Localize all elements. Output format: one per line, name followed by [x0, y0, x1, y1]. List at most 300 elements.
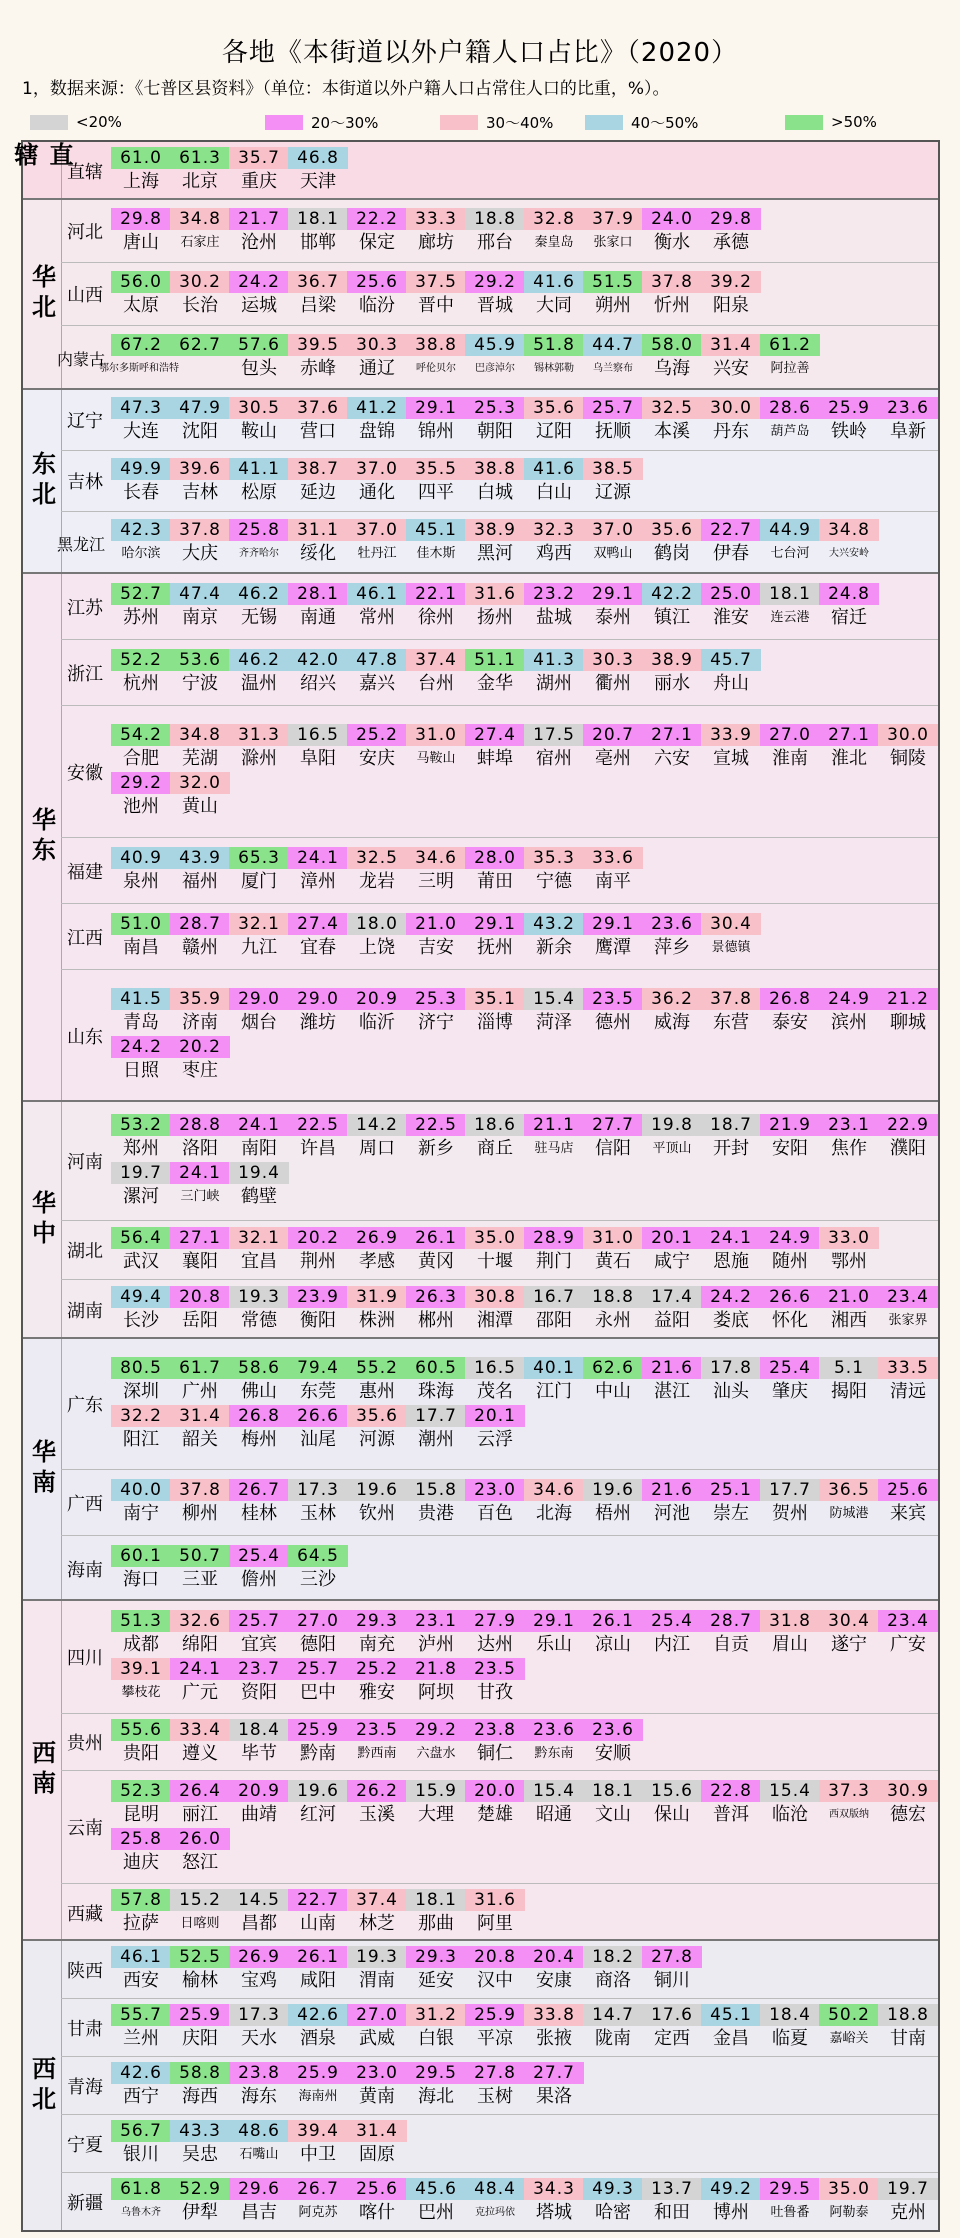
city-name: 合肥 [123, 748, 159, 769]
city-name: 大理 [418, 1804, 454, 1825]
city-cell [111, 1227, 171, 1279]
region-label: 东北 [23, 390, 62, 572]
city-value: 43.9 [170, 847, 230, 869]
city-name: 阳江 [123, 1429, 159, 1450]
legend-item [785, 112, 877, 132]
city-value: 39.6 [170, 458, 230, 480]
city-name: 商洛 [595, 1970, 631, 1991]
region-label: 华北 [23, 200, 62, 388]
city-cell [760, 583, 820, 635]
city-name: 丹东 [713, 421, 749, 442]
city-value: 33.9 [701, 724, 761, 746]
city-value: 31.0 [583, 1227, 643, 1249]
city-name: 德州 [595, 1012, 631, 1033]
province-label: 云南 [67, 1818, 103, 1839]
city-cell [347, 1610, 407, 1662]
source-note: 1，数据来源：《七普区县资料》（单位：本街道以外户籍人口占常住人口的比重，%）。 [22, 79, 670, 99]
city-name: 云浮 [477, 1429, 513, 1450]
city-value: 52.7 [111, 583, 171, 605]
city-name: 三亚 [182, 1569, 218, 1590]
city-cell [583, 1227, 643, 1279]
city-name: 乐山 [536, 1634, 572, 1655]
city-cell [170, 1780, 230, 1832]
city-cell [701, 1780, 761, 1832]
city-cell [701, 1479, 761, 1531]
city-value: 37.4 [406, 649, 466, 671]
city-name: 咸阳 [300, 1970, 336, 1991]
city-name: 宁德 [536, 871, 572, 892]
city-name: 攀枝花 [121, 1685, 161, 1700]
city-name: 嘉峪关 [829, 2031, 869, 2046]
province-label: 西藏 [67, 1903, 103, 1925]
city-value: 39.1 [111, 1658, 171, 1680]
city-value: 23.0 [465, 1479, 525, 1501]
city-value: 45.7 [701, 649, 761, 671]
city-cell [347, 1227, 407, 1279]
province-label: 浙江 [67, 663, 103, 685]
city-name: 鄂州 [831, 1251, 867, 1272]
city-name: 铜川 [654, 1970, 690, 1991]
city-value: 33.8 [524, 2004, 584, 2026]
city-name: 福州 [182, 871, 218, 892]
city-name: 滁州 [241, 748, 277, 769]
city-name: 娄底 [713, 1310, 749, 1331]
city-name: 龙岩 [359, 871, 395, 892]
city-value: 46.2 [229, 583, 289, 605]
city-name: 七台河 [770, 546, 810, 561]
city-cell [229, 2120, 289, 2172]
city-cell [111, 1114, 171, 1166]
city-cell [170, 2178, 230, 2230]
city-value: 58.6 [229, 1357, 289, 1379]
city-value: 47.4 [170, 583, 230, 605]
city-value: 38.8 [406, 334, 466, 356]
city-name: 南昌 [123, 937, 159, 958]
city-name: 来宾 [890, 1503, 926, 1524]
city-value: 26.9 [229, 1946, 289, 1968]
city-value: 23.1 [819, 1114, 879, 1136]
city-cell [524, 1286, 584, 1338]
city-value: 55.6 [111, 1719, 171, 1741]
city-value: 32.2 [111, 1405, 171, 1427]
city-name: 芜湖 [182, 748, 218, 769]
city-value: 29.5 [760, 2178, 820, 2200]
city-cell [229, 649, 289, 701]
province-row [61, 2057, 938, 2115]
city-cell [229, 583, 289, 635]
city-name: 通辽 [359, 358, 395, 379]
city-name: 白山 [536, 482, 572, 503]
city-value: 22.7 [288, 1889, 348, 1911]
city-cell [583, 458, 643, 510]
city-name: 鹰潭 [595, 937, 631, 958]
city-name: 昌都 [241, 1913, 277, 1934]
city-value: 32.1 [229, 913, 289, 935]
city-cell [701, 1114, 761, 1166]
city-value: 33.0 [819, 1227, 879, 1249]
province-label: 福建 [67, 861, 103, 883]
legend-item [265, 112, 378, 132]
city-cell [170, 1405, 230, 1457]
city-value: 42.0 [288, 649, 348, 671]
city-value: 40.0 [111, 1479, 171, 1501]
city-cell [111, 2120, 171, 2172]
city-name: 忻州 [654, 295, 690, 316]
city-value: 19.3 [229, 1286, 289, 1308]
region-block [23, 200, 938, 390]
city-name: 铜陵 [890, 748, 926, 769]
city-cell [465, 847, 525, 899]
city-cell [170, 1227, 230, 1279]
city-value: 35.6 [524, 397, 584, 419]
city-name: 儋州 [241, 1569, 277, 1590]
province-row [61, 1536, 938, 1601]
city-cell [347, 1780, 407, 1832]
city-cell [878, 1780, 938, 1832]
city-value: 52.3 [111, 1780, 171, 1802]
city-name: 辽源 [595, 482, 631, 503]
city-value: 19.6 [288, 1780, 348, 1802]
city-value: 37.0 [347, 519, 407, 541]
city-name: 巴中 [300, 1682, 336, 1703]
city-name: 临汾 [359, 295, 395, 316]
city-value: 25.8 [111, 1828, 171, 1850]
city-cell [465, 458, 525, 510]
city-name: 山南 [300, 1913, 336, 1934]
city-cell [583, 1719, 643, 1771]
city-name: 阿勒泰 [829, 2205, 869, 2220]
city-value: 19.6 [347, 1479, 407, 1501]
city-value: 61.7 [170, 1357, 230, 1379]
city-name: 嘉兴 [359, 673, 395, 694]
city-value: 20.8 [170, 1286, 230, 1308]
city-name: 焦作 [831, 1138, 867, 1159]
city-cell [583, 2178, 643, 2230]
city-cell [524, 724, 584, 776]
city-name: 十堰 [477, 1251, 513, 1272]
city-value: 20.0 [465, 1780, 525, 1802]
city-name: 大连 [123, 421, 159, 442]
city-cell [819, 2178, 879, 2230]
city-name: 长春 [123, 482, 159, 503]
city-name: 绥化 [300, 543, 336, 564]
city-name: 邵阳 [536, 1310, 572, 1331]
city-name: 邢台 [477, 232, 513, 253]
city-cell [170, 1828, 230, 1880]
city-cell [229, 1658, 289, 1710]
city-value: 30.9 [878, 1780, 938, 1802]
city-value: 53.2 [111, 1114, 171, 1136]
city-name: 上海 [123, 171, 159, 192]
city-cell [760, 1114, 820, 1166]
city-cell [111, 1828, 171, 1880]
city-cell [583, 1114, 643, 1166]
city-name: 文山 [595, 1804, 631, 1825]
city-value: 21.1 [524, 1114, 584, 1136]
city-cell [229, 1780, 289, 1832]
city-name: 黄山 [182, 796, 218, 817]
city-name: 南京 [182, 607, 218, 628]
city-value: 41.3 [524, 649, 584, 671]
city-value: 23.1 [406, 1610, 466, 1632]
city-name: 克州 [890, 2202, 926, 2223]
city-name: 信阳 [595, 1138, 631, 1159]
city-name: 资阳 [241, 1682, 277, 1703]
city-value: 20.7 [583, 724, 643, 746]
province-label: 四川 [67, 1648, 103, 1669]
city-cell [524, 2004, 584, 2056]
city-value: 33.6 [583, 847, 643, 869]
city-cell [111, 988, 171, 1040]
legend-label: 20～30% [311, 113, 379, 132]
city-value: 60.5 [406, 1357, 466, 1379]
city-cell [524, 1227, 584, 1279]
city-name: 红河 [300, 1804, 336, 1825]
city-value: 37.9 [583, 208, 643, 230]
city-name: 汉中 [477, 1970, 513, 1991]
city-value: 25.9 [288, 1719, 348, 1741]
city-cell [465, 2062, 525, 2114]
city-value: 32.5 [642, 397, 702, 419]
city-name: 商丘 [477, 1138, 513, 1159]
city-value: 51.5 [583, 271, 643, 293]
city-cell [170, 1114, 230, 1166]
city-cell [878, 988, 938, 1040]
city-name: 潮州 [418, 1429, 454, 1450]
city-name: 黔南 [300, 1743, 336, 1764]
city-value: 51.0 [111, 913, 171, 935]
city-name: 四平 [418, 482, 454, 503]
chart-title: 各地《本街道以外户籍人口占比》（2020） [221, 38, 739, 68]
city-name: 恩施 [713, 1251, 749, 1272]
city-name: 菏泽 [536, 1012, 572, 1033]
city-name: 林芝 [359, 1913, 395, 1934]
city-value: 27.0 [760, 724, 820, 746]
city-name: 平顶山 [652, 1141, 692, 1156]
city-name: 石嘴山 [239, 2147, 279, 2162]
city-value: 23.7 [229, 1658, 289, 1680]
city-cell [583, 913, 643, 965]
city-value: 25.6 [878, 1479, 938, 1501]
city-value: 29.3 [347, 1610, 407, 1632]
city-name: 遂宁 [831, 1634, 867, 1655]
city-name: 银川 [123, 2144, 159, 2165]
city-name: 泸州 [418, 1634, 454, 1655]
city-name: 绵阳 [182, 1634, 218, 1655]
province-label: 山西 [67, 285, 103, 306]
city-name: 南阳 [241, 1138, 277, 1159]
city-name: 长沙 [123, 1310, 159, 1331]
city-cell [819, 2004, 879, 2056]
city-cell [229, 1610, 289, 1662]
city-cell [701, 2004, 761, 2056]
city-cell [288, 147, 348, 199]
city-value: 17.3 [288, 1479, 348, 1501]
city-cell [406, 649, 466, 701]
city-value: 28.1 [288, 583, 348, 605]
city-name: 果洛 [536, 2086, 572, 2107]
city-name: 宿州 [536, 748, 572, 769]
city-cell [406, 1610, 466, 1662]
city-name: 安阳 [772, 1138, 808, 1159]
city-value: 18.0 [347, 913, 407, 935]
city-name: 淮南 [772, 748, 808, 769]
city-cell [642, 724, 702, 776]
city-name: 湖州 [536, 673, 572, 694]
city-value: 30.8 [465, 1286, 525, 1308]
city-name: 眉山 [772, 1634, 808, 1655]
city-name: 承德 [713, 232, 749, 253]
city-name: 大兴安岭 [829, 548, 869, 559]
city-name: 沈阳 [182, 421, 218, 442]
city-value: 24.9 [760, 1227, 820, 1249]
city-cell [288, 988, 348, 1040]
city-cell [583, 1946, 643, 1998]
city-value: 15.8 [406, 1479, 466, 1501]
city-cell [465, 1889, 525, 1941]
city-value: 35.7 [229, 147, 289, 169]
city-value: 25.9 [288, 2062, 348, 2084]
city-cell [170, 1946, 230, 1998]
city-cell [170, 1658, 230, 1710]
city-cell [288, 1889, 348, 1941]
city-name: 伊春 [713, 543, 749, 564]
city-value: 29.0 [288, 988, 348, 1010]
city-cell [347, 724, 407, 776]
city-cell [819, 1610, 879, 1662]
province-row [61, 574, 938, 640]
region-label: 华中 [23, 1102, 62, 1337]
city-value: 26.6 [288, 1405, 348, 1427]
city-value: 31.4 [347, 2120, 407, 2142]
city-value: 16.7 [524, 1286, 584, 1308]
city-cell [819, 397, 879, 449]
city-value: 32.0 [170, 772, 230, 794]
city-name: 丽江 [182, 1804, 218, 1825]
city-name: 保定 [359, 232, 395, 253]
province-row [61, 1470, 938, 1536]
province-label: 甘肃 [67, 2018, 103, 2040]
city-cell [406, 2004, 466, 2056]
city-name: 兴安 [713, 358, 749, 379]
city-name: 那曲 [418, 1913, 454, 1934]
city-cell [170, 334, 230, 386]
city-cell [701, 649, 761, 701]
city-name: 邯郸 [300, 232, 336, 253]
city-value: 37.4 [347, 1889, 407, 1911]
city-name: 松原 [241, 482, 277, 503]
city-name: 玉林 [300, 1503, 336, 1524]
city-cell [229, 988, 289, 1040]
city-name: 凉山 [595, 1634, 631, 1655]
city-value: 29.8 [111, 208, 171, 230]
city-name: 大庆 [182, 543, 218, 564]
city-name: 株洲 [359, 1310, 395, 1331]
city-name: 淄博 [477, 1012, 513, 1033]
city-name: 楚雄 [477, 1804, 513, 1825]
city-value: 42.2 [642, 583, 702, 605]
city-cell [111, 1405, 171, 1457]
city-value: 57.6 [229, 334, 289, 356]
city-name: 海口 [123, 1569, 159, 1590]
city-name: 廊坊 [418, 232, 454, 253]
city-name: 温州 [241, 673, 277, 694]
city-cell [524, 397, 584, 449]
city-name: 河池 [654, 1503, 690, 1524]
city-name: 钦州 [359, 1503, 395, 1524]
city-value: 20.1 [642, 1227, 702, 1249]
city-value: 26.1 [288, 1946, 348, 1968]
city-value: 38.9 [642, 649, 702, 671]
city-name: 铁岭 [831, 421, 867, 442]
city-value: 27.8 [642, 1946, 702, 1968]
city-value: 48.4 [465, 2178, 525, 2200]
city-value: 37.0 [583, 519, 643, 541]
city-value: 52.9 [170, 2178, 230, 2200]
city-cell [229, 397, 289, 449]
province-row [61, 390, 938, 451]
city-value: 25.6 [347, 271, 407, 293]
city-cell [642, 1946, 702, 1998]
city-cell [229, 2062, 289, 2114]
city-name: 辽阳 [536, 421, 572, 442]
city-value: 27.1 [170, 1227, 230, 1249]
city-cell [465, 1479, 525, 1531]
city-value: 60.1 [111, 1545, 171, 1567]
city-name: 惠州 [359, 1381, 395, 1402]
legend-label: >50% [831, 113, 877, 131]
city-cell [406, 724, 466, 776]
city-name: 淮北 [831, 748, 867, 769]
city-cell [524, 271, 584, 323]
city-name: 定西 [654, 2028, 690, 2049]
city-value: 15.4 [524, 1780, 584, 1802]
city-cell [524, 1946, 584, 1998]
city-cell [288, 519, 348, 571]
city-name: 石家庄 [180, 235, 220, 250]
city-value: 35.0 [819, 2178, 879, 2200]
city-value: 27.4 [288, 913, 348, 935]
city-name: 西宁 [123, 2086, 159, 2107]
city-cell [170, 458, 230, 510]
city-value: 33.3 [406, 208, 466, 230]
city-cell [583, 2004, 643, 2056]
province-row [61, 1771, 938, 1884]
city-cell [347, 1114, 407, 1166]
city-value: 32.1 [229, 1227, 289, 1249]
city-cell [288, 583, 348, 635]
city-cell [111, 1889, 171, 1941]
city-value: 51.1 [465, 649, 525, 671]
city-value: 45.9 [465, 334, 525, 356]
city-cell [760, 1286, 820, 1338]
city-name: 厦门 [241, 871, 277, 892]
city-cell [465, 913, 525, 965]
city-value: 27.4 [465, 724, 525, 746]
city-value: 35.1 [465, 988, 525, 1010]
city-value: 80.5 [111, 1357, 171, 1379]
city-name: 海南州 [298, 2089, 338, 2104]
city-value: 22.9 [878, 1114, 938, 1136]
city-name: 东莞 [300, 1381, 336, 1402]
city-cell [819, 583, 879, 635]
city-name: 阳泉 [713, 295, 749, 316]
city-value: 56.4 [111, 1227, 171, 1249]
city-name: 固原 [359, 2144, 395, 2165]
city-name: 陇南 [595, 2028, 631, 2049]
city-value: 46.1 [111, 1946, 171, 1968]
city-name: 包头 [241, 358, 277, 379]
